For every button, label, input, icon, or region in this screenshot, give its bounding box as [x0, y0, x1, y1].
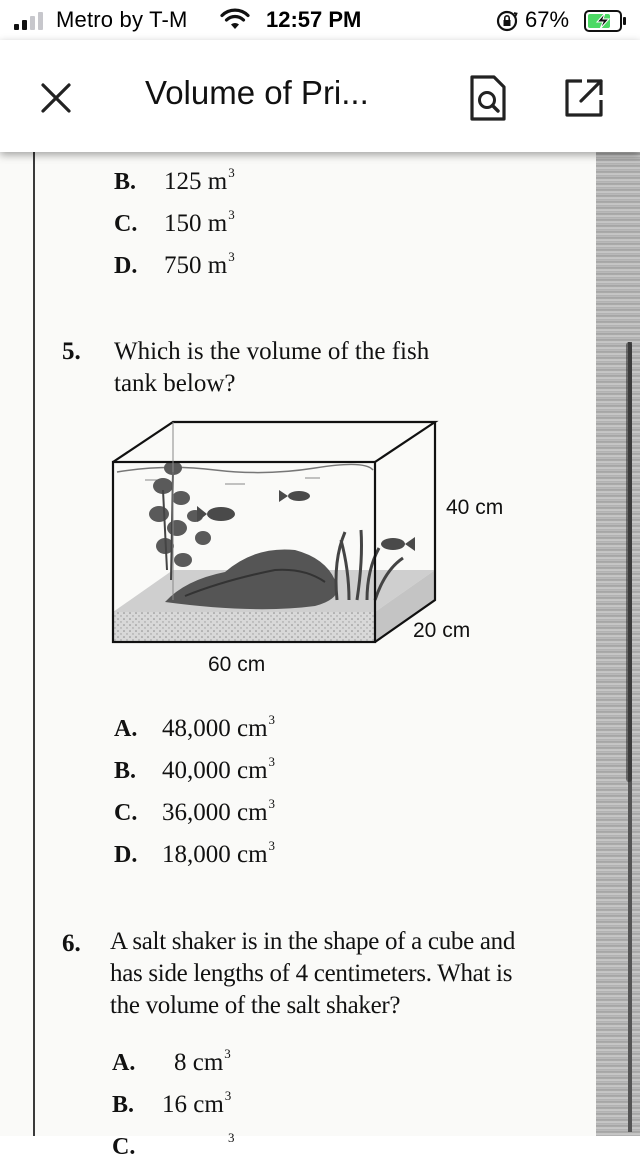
choice-letter: C. — [112, 1134, 136, 1160]
battery-charging-icon — [584, 10, 628, 32]
question-text-line: has side lengths of 4 centimeters. What is — [110, 960, 513, 987]
choice-exponent: 3 — [224, 1046, 231, 1061]
find-in-document-button[interactable] — [468, 74, 508, 122]
status-bar — [0, 0, 640, 40]
question-text-line: tank below? — [114, 370, 236, 397]
choice-d-q5[interactable] — [114, 838, 275, 869]
choice-c-q6[interactable] — [112, 1130, 235, 1161]
question-text-line: Which is the volume of the fish — [114, 338, 430, 365]
choice-exponent: 3 — [268, 796, 276, 811]
choice-exponent: 3 — [268, 712, 276, 727]
status-time: 12:57 PM — [266, 7, 362, 32]
choice-value: 36,000 cm — [162, 799, 268, 826]
choice-b-q6[interactable] — [112, 1088, 231, 1119]
choice-c-q5[interactable] — [114, 796, 275, 827]
choice-d-prev[interactable] — [114, 249, 235, 280]
page-margin-rule — [33, 152, 35, 1136]
choice-b-q5[interactable] — [114, 754, 275, 785]
choice-value: 125 m — [164, 168, 228, 195]
choice-letter: D. — [114, 842, 138, 868]
choice-letter: C. — [114, 211, 138, 237]
rotation-lock-icon — [495, 9, 519, 33]
question-6-number: 6. — [62, 930, 81, 957]
find-in-document-icon — [468, 74, 508, 122]
signal-bars-icon — [14, 12, 50, 30]
width-label: 60 cm — [208, 653, 266, 676]
choice-value: 8 cm — [174, 1049, 224, 1076]
choice-exponent: 3 — [228, 249, 235, 264]
choice-c-prev[interactable] — [114, 207, 235, 238]
choice-value: 18,000 cm — [162, 841, 268, 868]
question-5-text — [114, 336, 429, 400]
choice-exponent: 3 — [268, 754, 276, 769]
battery-percentage: 67% — [525, 7, 570, 32]
choice-letter: A. — [114, 716, 138, 742]
open-external-button[interactable] — [562, 76, 606, 120]
choice-value: 750 m — [164, 252, 228, 279]
question-6-text — [110, 926, 515, 1022]
choice-exponent: 3 — [224, 1088, 232, 1103]
scrollbar-thumb[interactable] — [626, 342, 632, 782]
choice-a-q6[interactable] — [112, 1046, 231, 1077]
fish-tank-figure — [105, 420, 445, 652]
question-text-line: the volume of the salt shaker? — [110, 992, 401, 1019]
choice-letter: B. — [114, 758, 137, 784]
choice-value: 150 m — [164, 210, 228, 237]
question-5-number: 5. — [62, 338, 81, 365]
choice-exponent: 3 — [228, 207, 235, 222]
wifi-icon — [220, 9, 250, 31]
choice-exponent: 3 — [228, 1130, 235, 1145]
choice-letter: C. — [114, 800, 138, 826]
choice-value: 16 cm — [162, 1091, 224, 1118]
choice-letter: B. — [112, 1092, 135, 1118]
close-button[interactable] — [36, 78, 76, 118]
choice-exponent: 3 — [228, 165, 235, 180]
scanned-page-edge — [596, 152, 640, 1136]
choice-a-q5[interactable] — [114, 712, 275, 743]
carrier-name: Metro by T-M — [56, 7, 188, 32]
choice-letter: A. — [112, 1050, 136, 1076]
choice-letter: B. — [114, 169, 137, 195]
open-external-icon — [562, 76, 606, 120]
choice-b-prev[interactable] — [114, 165, 235, 196]
choice-value: 40,000 cm — [162, 757, 268, 784]
depth-label: 20 cm — [413, 619, 471, 642]
document-viewer[interactable] — [0, 152, 640, 1160]
question-text-line: A salt shaker is in the shape of a cube and — [110, 928, 516, 955]
close-icon — [36, 78, 76, 118]
choice-value: 48,000 cm — [162, 715, 268, 742]
choice-exponent: 3 — [268, 838, 276, 853]
choice-letter: D. — [114, 253, 138, 279]
navigation-bar — [0, 40, 640, 152]
height-label: 40 cm — [446, 496, 504, 519]
document-title: Volume of Pri... — [145, 74, 369, 111]
